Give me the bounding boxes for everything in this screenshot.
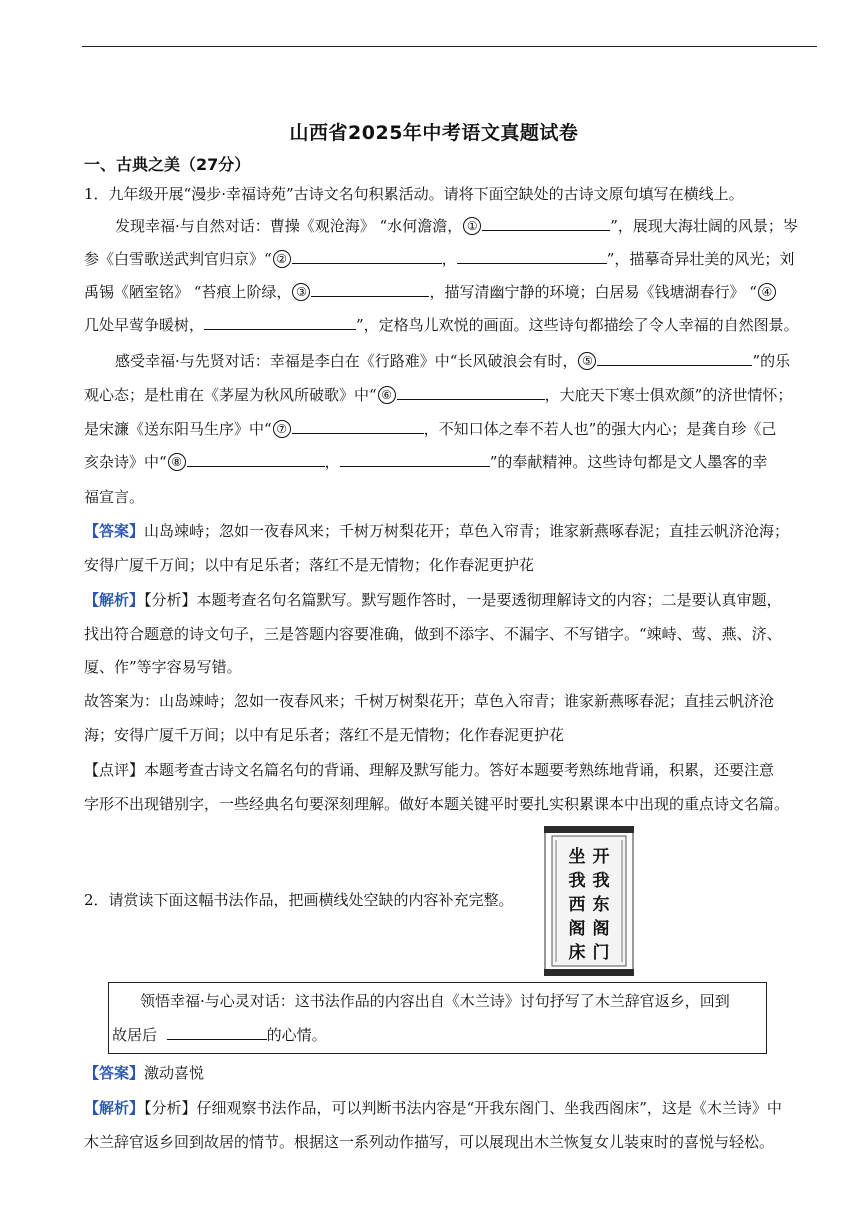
blank-2b[interactable] [457,249,607,264]
q1-p1-line3: 禹锡《陋室铭》 “苔痕上阶绿， ③ ，描写清幽宁静的环境；白居易《钱塘湖春行》 “ ④ [84,282,777,302]
blank-2a[interactable] [292,249,442,264]
q1-stem: 1．九年级开展“漫步·幸福诗苑”古诗文名句积累活动。请将下面空缺处的古诗文原句填写在横线上。 [84,185,744,203]
calli-char-3: 东 [592,895,610,915]
q1-p2-line3: 是宋濂《送东阳马生序》中“ ⑦ ，不知口体之奉不若人也”的强大内心；是龚自珍《己 [84,420,777,438]
calli-char-8: 西 [568,895,586,915]
analysis-tag: 【解析】 [84,1099,145,1117]
q1-p2-line2: 观心态；是杜甫在《茅屋为秋风所破歌》中“ ⑥ ，大庇天下寒士俱欢颜”的济世情怀； [84,386,793,404]
q1-answer-cont: 安得广厦千万间；以中有足乐者；落红不是无情物；化作春泥更护花 [84,556,535,574]
q2-stem: 2．请赏读下面这幅书法作品，把画横线处空缺的内容补充完整。 [84,891,514,909]
q1-p2-line5: 福宣言。 [84,488,145,506]
q1-analysis-line3: 厦、作”等字容易写错。 [84,658,242,676]
q2-answer: 【答案】激动喜悦 [84,1064,205,1082]
marker-5: ⑤ [578,352,596,370]
q1-analysis: 【解析】【分析】本题考查名句名篇默写。默写题作答时，一是要透彻理解诗文的内容；二是要认真审题， [84,591,782,609]
q1-comment: 【点评】本题考查古诗文名篇名句的背诵、理解及默写能力。答好本题要考熟练地背诵，积累，还要注意 [84,761,775,779]
section-heading: 一、古典之美（27分） [84,155,251,174]
marker-4: ④ [758,283,776,301]
q1-p2-line1: 感受幸福·与先贤对话：幸福是李白在《行路难》中“长风破浪会有时， ⑤ ”的乐 [115,352,791,370]
q1-comment-cont: 字形不出现错别字，一些经典名句要深刻理解。做好本题关键平时要扎实积累课本中出现的重点诗文名篇。 [84,795,790,813]
blank-8a[interactable] [187,452,325,467]
marker-8: ⑧ [168,453,186,471]
blank-q2[interactable] [167,1025,267,1040]
q1-p1-line1: 发现幸福·与自然对话：曹操《观沧海》 “水何澹澹， ① ”，展现大海壮阔的风景；岑 [115,217,798,235]
marker-7: ⑦ [273,420,291,438]
blank-4[interactable] [204,315,356,330]
q1-final-answer: 故答案为：山岛竦峙；忽如一夜春风来；千树万树梨花开；草色入帘青；谁家新燕啄春泥；直挂云帆济沧 [84,692,775,710]
blank-5[interactable] [597,351,752,366]
q1-final-answer-cont: 海；安得广厦千万间；以中有足乐者；落红不是无情物；化作春泥更护花 [84,726,565,744]
q2-box-line1: 领悟幸福·与心灵对话：这书法作品的内容出自《木兰诗》讨句抒写了木兰辞官返乡，回到 [140,992,730,1010]
q2-box-line2: 故居后 的心情。 [112,1026,327,1044]
q2-analysis: 【解析】【分析】仔细观察书法作品，可以判断书法内容是“开我东阁门、坐我西阁床”，这是《木兰诗》中 [84,1099,782,1117]
calli-char-7: 我 [568,871,586,891]
blank-7[interactable] [292,419,424,434]
q2-analysis-cont: 木兰辞官返乡回到故居的情节。根据这一系列动作描写，可以展现出木兰恢复女儿装束时的喜悦与轻松。 [84,1133,775,1151]
answer-tag: 【答案】 [84,522,145,540]
q1-p1-line4: 几处早莺争暖树， ”，定格鸟儿欢悦的画面。这些诗句都描绘了令人幸福的自然图景。 [84,316,799,334]
marker-6: ⑥ [378,386,396,404]
calli-char-1: 开 [592,847,610,867]
blank-1[interactable] [482,216,610,231]
blank-6[interactable] [397,385,545,400]
calli-char-6: 坐 [568,847,586,867]
answer-tag: 【答案】 [84,1064,145,1082]
calli-char-9: 阁 [568,919,586,939]
marker-3: ③ [292,283,310,301]
blank-8b[interactable] [340,452,490,467]
marker-2: ② [273,250,291,268]
q1-p1-line2: 参《白雪歌送武判官归京》“ ② ， ”，描摹奇异壮美的风光；刘 [84,250,795,268]
q1-p2-line4: 亥杂诗》中“ ⑧ ， ”的奉献精神。这些诗句都是文人墨客的幸 [84,453,768,471]
page-title: 山西省2025年中考语文真题试卷 [289,122,579,144]
header-rule [82,46,817,47]
calligraphy-image [544,826,634,976]
calli-char-10: 床 [568,943,586,963]
blank-3[interactable] [311,282,429,297]
calli-char-2: 我 [592,871,610,891]
calligraphy-scroll [544,826,634,976]
marker-1: ① [463,217,481,235]
calli-char-5: 门 [592,943,610,963]
calli-char-4: 阁 [592,919,610,939]
q1-answer: 【答案】山岛竦峙；忽如一夜春风来；千树万树梨花开；草色入帘青；谁家新燕啄春泥；直挂云帆济沧海； [84,522,790,540]
analysis-tag: 【解析】 [84,591,145,609]
q1-analysis-line2: 找出符合题意的诗文句子，三是答题内容要准确，做到不添字、不漏字、不写错字。“竦峙、莺、燕、济、 [84,625,782,643]
